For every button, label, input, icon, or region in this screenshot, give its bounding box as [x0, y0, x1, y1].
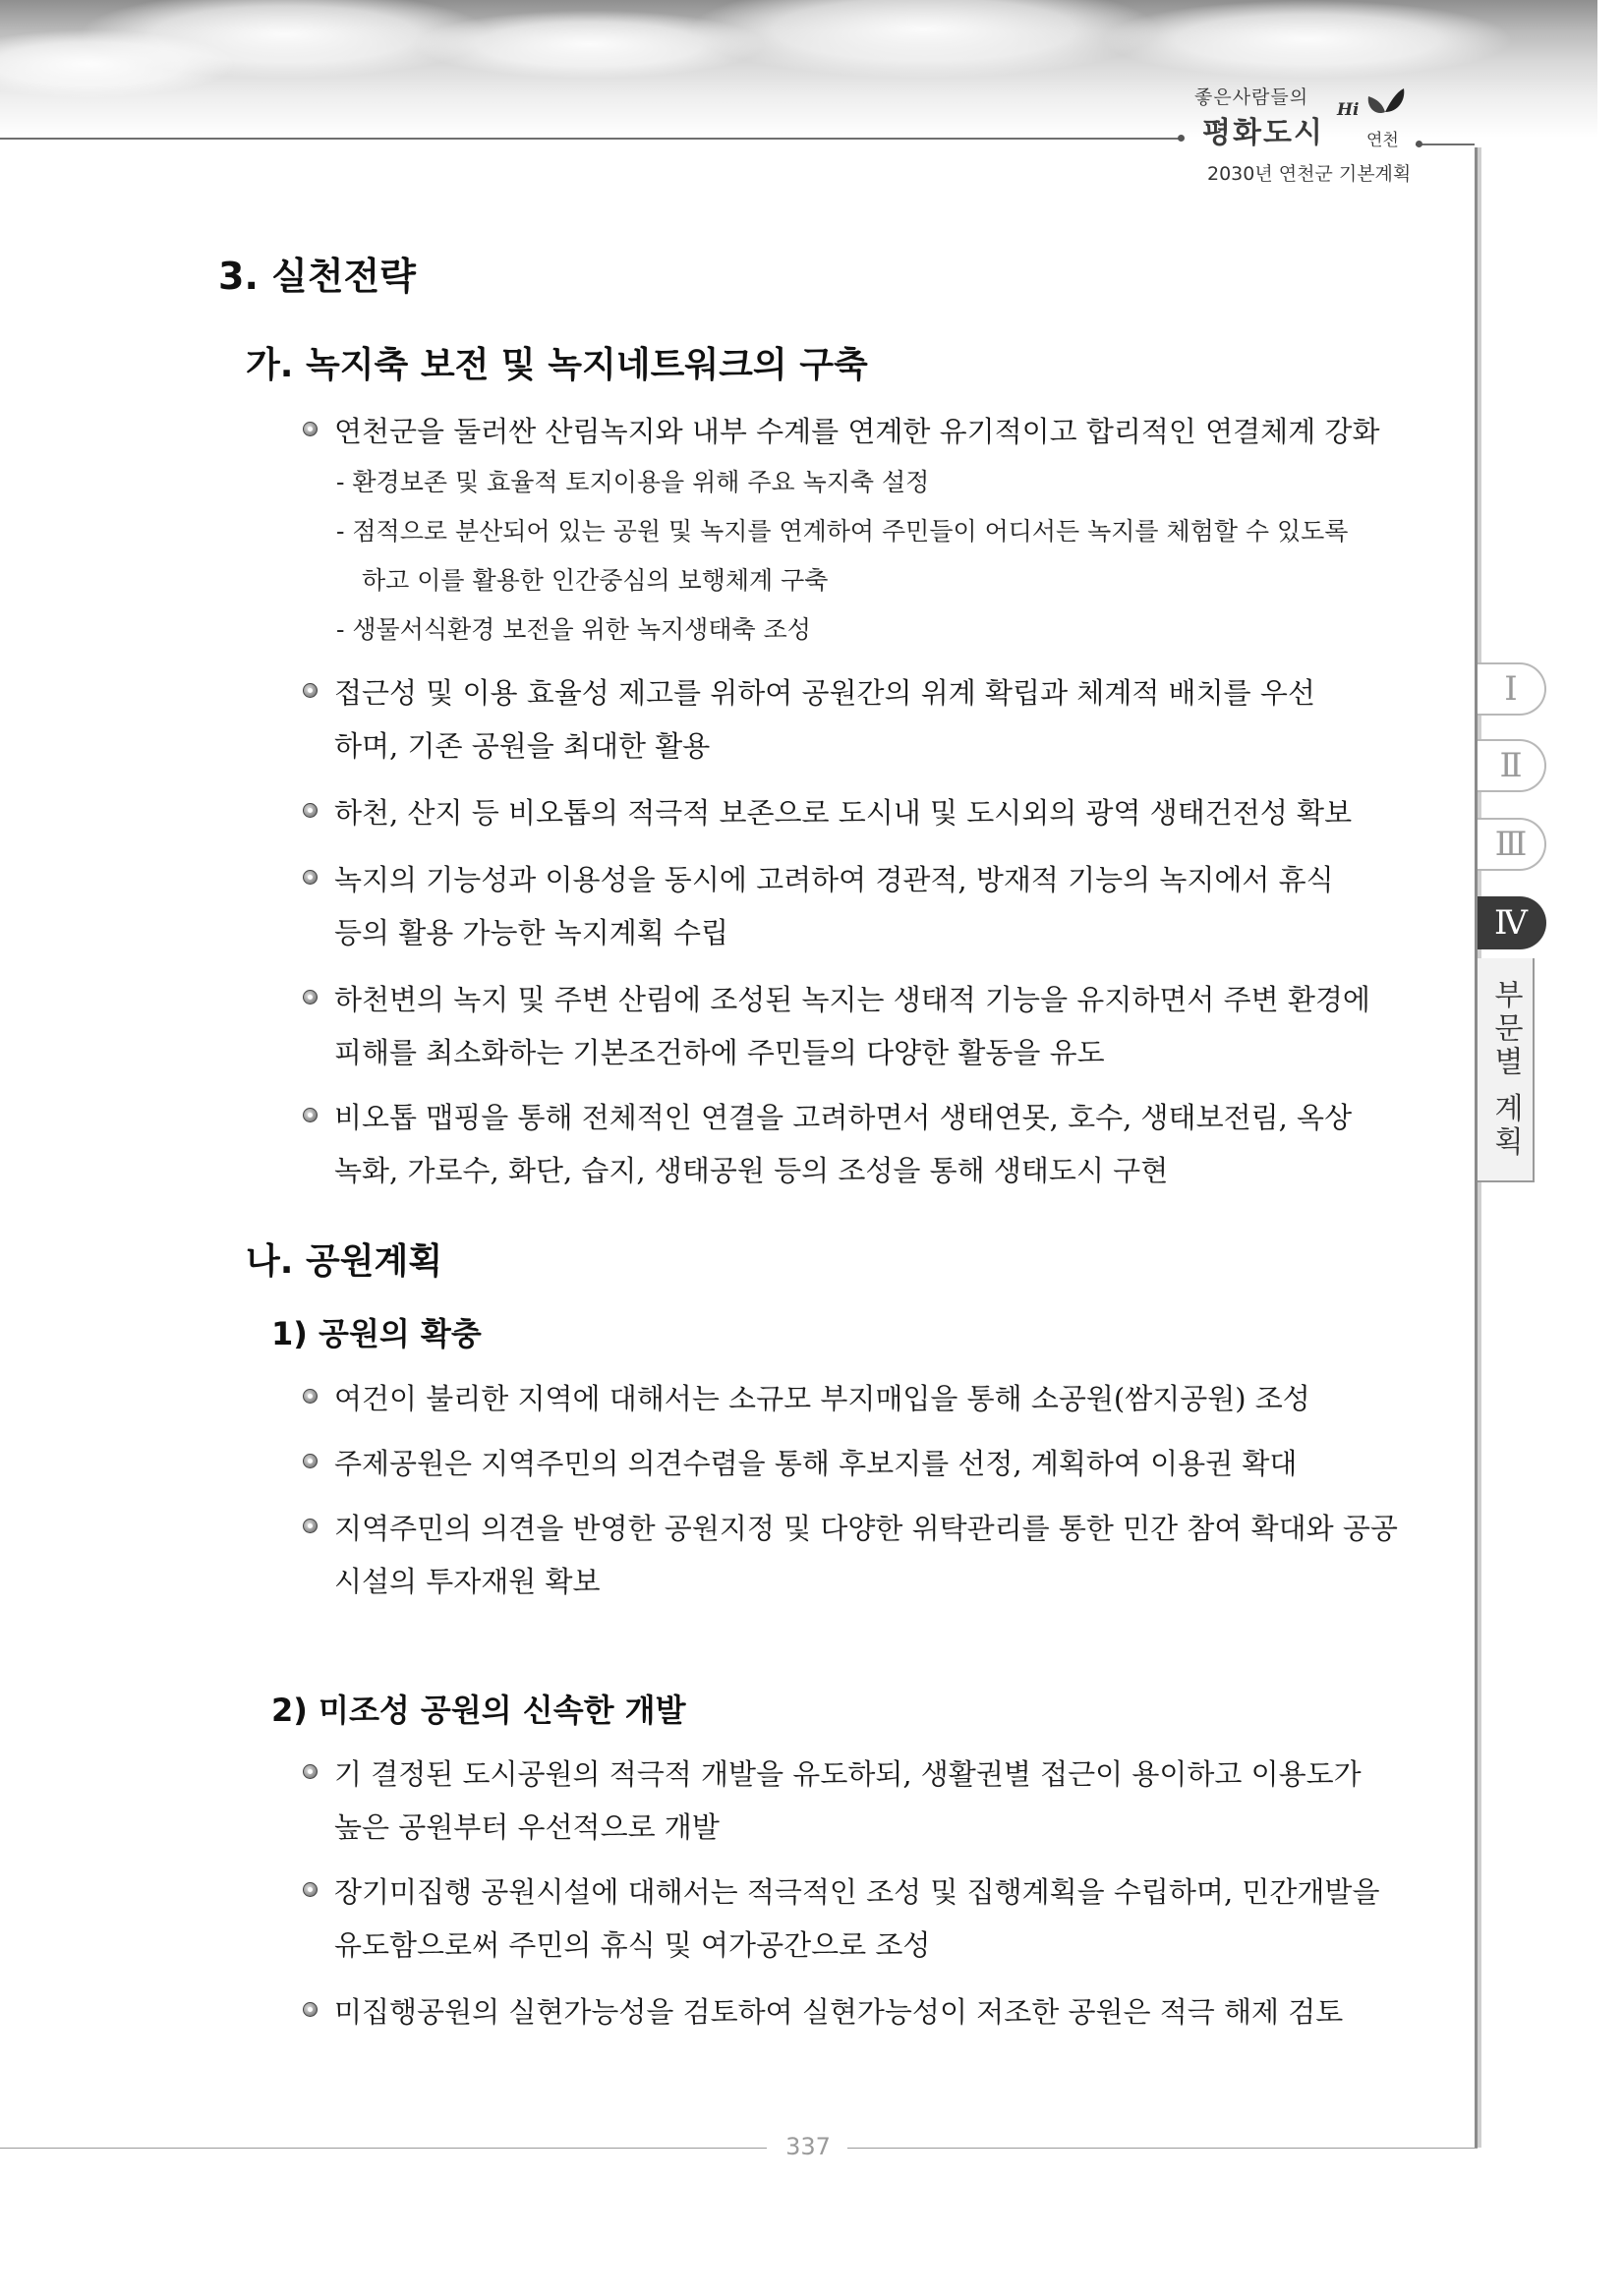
list-item [334, 1748, 1450, 1854]
list-item [334, 1372, 1450, 1425]
sub-item: - 환경보존 및 효율적 토지이용을 위해 주요 녹지축 설정 [336, 468, 930, 496]
butterfly-icon [1364, 86, 1406, 118]
list-item-text: 피해를 최소화하는 기본조건하에 주민들의 다양한 활동을 유도 [334, 1036, 1105, 1069]
list-item-text: 장기미집행 공원시설에 대해서는 적극적인 조성 및 집행계획을 수립하며, 민간개발을 [334, 1875, 1380, 1909]
list-item-text: 유도함으로써 주민의 휴식 및 여가공간으로 조성 [334, 1928, 931, 1962]
logo-main-text: 평화도시 [1202, 116, 1324, 150]
list-item [334, 973, 1450, 1079]
list-item [334, 1866, 1450, 1972]
list-item-text: 기 결정된 도시공원의 적극적 개발을 유도하되, 생활권별 접근이 용이하고 이용도가 [334, 1757, 1362, 1791]
sub-item: - 생물서식환경 보전을 위한 녹지생태축 조성 [336, 615, 811, 644]
list-item-text: 하천변의 녹지 및 주변 산림에 조성된 녹지는 생태적 기능을 유지하면서 주변 환경에 [334, 983, 1370, 1016]
subsection-title-na: 나. 공원계획 [246, 1241, 443, 1282]
header-rule-dot [1178, 135, 1185, 142]
list-item-text: 지역주민의 의견을 반영한 공원지정 및 다양한 위탁관리를 통한 민간 참여 확대와 공공 [334, 1512, 1398, 1545]
list-item-text: 접근성 및 이용 효율성 제고를 위하여 공원간의 위계 확립과 체계적 배치를 우선 [334, 676, 1315, 710]
bullet-icon [303, 1389, 318, 1404]
list-item [334, 666, 1450, 773]
list-item-text: 연천군을 둘러싼 산림녹지와 내부 수계를 연계한 유기적이고 합리적인 연결체계 강화 [334, 415, 1380, 448]
footer-rule [847, 2148, 1478, 2149]
list-item-text: 하며, 기존 공원을 최대한 활용 [334, 729, 711, 763]
list-item-text: 미집행공원의 실현가능성을 검토하여 실현가능성이 저조한 공원은 적극 해제 검토 [334, 1995, 1344, 2029]
bullet-icon [303, 1454, 318, 1468]
tab-chapter-2[interactable]: Ⅱ [1478, 739, 1546, 792]
logo-tagline: 좋은사람들의 [1194, 86, 1309, 108]
city-logo [1194, 79, 1421, 159]
list-item [334, 1091, 1450, 1197]
logo-city-name: 연천 [1366, 131, 1399, 150]
item-title: 2) 미조성 공원의 신속한 개발 [271, 1692, 686, 1729]
footer-rule [0, 2148, 767, 2149]
section-title: 3. 실천전략 [218, 255, 416, 298]
bullet-icon [303, 1519, 318, 1533]
sub-item-continuation: 하고 이를 활용한 인간중심의 보행체계 구축 [362, 566, 829, 595]
sub-item: - 점적으로 분산되어 있는 공원 및 녹지를 연계하여 주민들이 어디서든 녹지를 체험할 수 있도록 [336, 517, 1349, 545]
list-item-text: 비오톱 맵핑을 통해 전체적인 연결을 고려하면서 생태연못, 호수, 생태보전림, 옥상 [334, 1101, 1353, 1134]
subsection-title-ga: 가. 녹지축 보전 및 녹지네트워크의 구축 [246, 345, 868, 385]
list-item-text: 주제공원은 지역주민의 의견수렴을 통해 후보지를 선정, 계획하여 이용권 확대 [334, 1447, 1298, 1480]
list-item [334, 1502, 1450, 1608]
list-item [334, 786, 1450, 839]
item-title: 1) 공원의 확충 [271, 1315, 482, 1352]
bullet-icon [303, 803, 318, 818]
chapter-side-label [1478, 958, 1535, 1182]
tab-chapter-4[interactable]: Ⅳ [1478, 896, 1546, 949]
list-item-text: 여건이 불리한 지역에 대해서는 소규모 부지매입을 통해 소공원(쌈지공원) 조성 [334, 1382, 1310, 1415]
bullet-icon [303, 870, 318, 885]
header-rule [0, 138, 1180, 140]
bullet-icon [303, 990, 318, 1004]
list-item [334, 1985, 1450, 2038]
list-item-text: 녹지의 기능성과 이용성을 동시에 고려하여 경관적, 방재적 기능의 녹지에서 휴식 [334, 863, 1334, 896]
document-title: 2030년 연천군 기본계획 [1207, 163, 1412, 185]
list-item-text: 하천, 산지 등 비오톱의 적극적 보존으로 도시내 및 도시외의 광역 생태건전성 확보 [334, 796, 1353, 830]
list-item-text: 등의 활용 가능한 녹지계획 수립 [334, 916, 729, 949]
header-rule-right [1416, 144, 1475, 145]
logo-hi: Hi [1337, 100, 1360, 120]
list-item-text: 녹화, 가로수, 화단, 습지, 생태공원 등의 조성을 통해 생태도시 구현 [334, 1154, 1169, 1187]
bullet-icon [303, 1108, 318, 1122]
chapter-side-label-text: 부문별 계획 [1488, 979, 1523, 1160]
page-number: 337 [785, 2133, 831, 2160]
tab-chapter-1[interactable]: Ⅰ [1478, 662, 1546, 716]
list-item [334, 853, 1450, 959]
bullet-icon [303, 1764, 318, 1779]
list-item-text: 높은 공원부터 우선적으로 개발 [334, 1810, 720, 1844]
bullet-icon [303, 422, 318, 436]
bullet-icon [303, 1882, 318, 1897]
list-item-text: 시설의 투자재원 확보 [334, 1565, 601, 1598]
tab-chapter-3[interactable]: Ⅲ [1478, 818, 1546, 871]
bullet-icon [303, 2002, 318, 2017]
list-item [334, 405, 1450, 458]
bullet-icon [303, 683, 318, 698]
list-item [334, 1437, 1450, 1490]
